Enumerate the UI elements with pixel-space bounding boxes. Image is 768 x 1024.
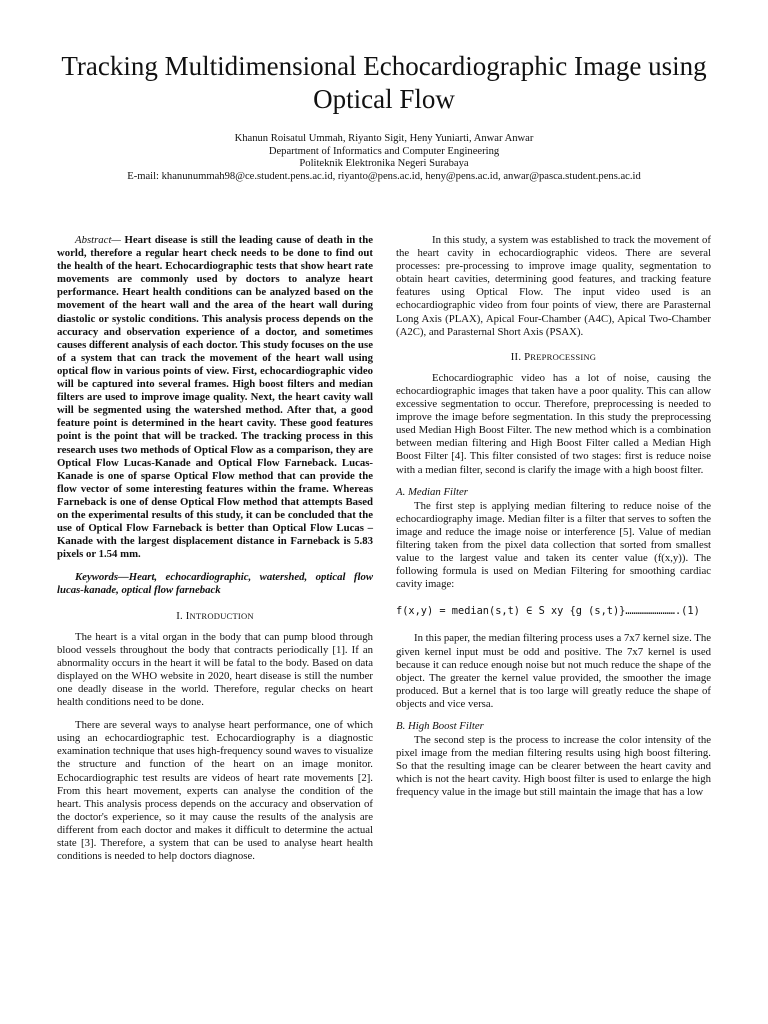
right-column — [396, 234, 711, 800]
email-line: E-mail: khanunummah98@ce.student.pens.ac.id, riyanto@pens.ac.id, heny@pens.ac.id, anwar@pasca.student.pens.ac.id — [127, 170, 641, 182]
high-boost-paragraph: The second step is the process to increase the color intensity of the pixel image from the median filtering results using high boost filtering. So that the resulting image can be clearer between the heart cavity and which is not the heart cavity. High boost filter is used to enlarge the high frequency value in the image but still maintain the image that has a low — [396, 734, 711, 799]
section-heading-introduction — [57, 610, 373, 623]
section-title-rest: REPROCESSING — [530, 351, 597, 362]
paper-title: Tracking Multidimensional Echocardiographic Image using Optical Flow — [61, 51, 707, 114]
kernel-paragraph: In this paper, the median filtering process uses a 7x7 kernel size. The given kernel input must be odd and positive. The 7x7 kernel is used because it can reduce enough noise but not much reduce the shape of the object. The greater the kernel value provided, the smoother the image produced. But a kernel that is too large will greatly reduce the shape of objects and vice versa. — [396, 632, 711, 710]
section-heading-preprocessing — [396, 351, 711, 364]
author-block — [40, 133, 728, 183]
section-title-first-letter: P — [524, 350, 531, 363]
department: Department of Informatics and Computer Engineering — [268, 145, 500, 157]
median-filter-paragraph: The first step is applying median filtering to reduce noise of the echocardiography image. Median filter is a filter that serves to soften the image and reduce the image noise or interference [5]. Value of median filtering taken from the pixel data collection that sorted from smallest value to the largest value and taken its center value (f(x,y)). The following formula is used on Median Filtering for smoothing cardiac cavity image: — [396, 499, 711, 591]
keywords: Keywords—Heart, echocardiographic, watershed, optical flow lucas-kanade, optical flow farneback — [57, 571, 373, 597]
body-paragraph-1: In this study, a system was established to track the movement of the heart cavity in echocardiographic videos. There are several processes: pre-processing to improve image quality, segmentation to obtain heart cavities, determining good features, and tracking feature features using Optical Flow. The input video used is an echocardiographic video from four points of view, there are Parasternal Long Axis (PLAX), Apical Four-Chamber (A4C), Apical Two-Chamber (A2C), and Parasternal Short Axis (PSAX). — [396, 234, 711, 338]
subsection-heading-median-filter: A. Median Filter — [396, 485, 468, 498]
subsection-heading-high-boost-filter: B. High Boost Filter — [396, 720, 484, 732]
section-number: II. — [510, 350, 522, 363]
section-number: I. — [176, 609, 183, 622]
section-title-rest: NTRODUCTION — [189, 610, 254, 621]
equation-leader-dots: ……………………. — [625, 605, 682, 618]
left-column — [57, 234, 373, 863]
section-title-first-letter: I — [185, 609, 190, 622]
preprocessing-paragraph: Echocardiographic video has a lot of noise, causing the echocardiographic images that taken have a poor quality. This can allow excessive segmentation to occur. Therefore, preprocessing is needed to improve the image before segmentation. In this study the preprocessing used Median High Boost Filter. The new method which is a combination between median filtering and High Boost Filter called a Median High Boost Filter [4]. This filter consisted of two stages: first is reduce noise with a median filter, second is clarify the image with a high boost filter. — [396, 371, 711, 476]
author-names: Khanun Roisatul Ummah, Riyanto Sigit, Heny Yuniarti, Anwar Anwar — [234, 133, 534, 144]
abstract-label: Abstract— — [75, 234, 121, 246]
intro-paragraph-2: There are several ways to analyse heart performance, one of which using an echocardiographic test. Echocardiography is a diagnostic examination technique that uses high-frequency sound waves to visualize the structure and function of the heart on an image monitor. Echocardiographic test results are videos of heart rate movements [2]. From this heart movement, experts can analyse the condition of the heart. This analysis process depends on the accuracy and observation of the doctor's experience, so it may cause the results of the analysis are different from each doctor and makes it difficult to determine the actual state [3]. Therefore, a system that can be used to analyse heart health conditions is needed to help doctors diagnose. — [57, 719, 373, 863]
intro-paragraph-1: The heart is a vital organ in the body that can pump blood through blood vessels throughout the body that contracts periodically [1]. If an abnormality occurs in the heart it will be fatal to the body. Based on data displayed on the WHO website in 2020, heart disease is still the number one deadly disease in the world. Therefore, regular checks on heart health conditions need to be done. — [57, 630, 373, 709]
equation-1 — [396, 605, 711, 618]
equation-expression: f(x,y) = median(s,t) ∈ S xy {g (s,t)} — [396, 605, 626, 618]
abstract — [57, 234, 373, 561]
abstract-text: Heart disease is still the leading cause of death in the world, therefore a regular heart check needs to be done to find out the health of the heart. Echocardiographic tests that show heart rate movements are commonly used by doctors to analyze heart performance. Heart health conditions can be analyzed based on the movement of the heart wall and the area of the heart wall during diastolic or systolic conditions. This analysis process depends on the accuracy and observation experience of a doctor, and sometimes causes different analysis of each doctor. This study focuses on the use of a system that can track the movement of the heart wall using optical flow in various points of view. First, echocardiographic video will be captured into several frames. High boost filters and median filters are used to improve image quality. Next, the heart cavity wall will be segmented using the watershed method. After that, a good feature point is determined in the heart cavity. These good features point is the point that will be tracked. The tracking process in this research uses two methods of Optical Flow as a comparison, they are Optical Flow Lucas-Kanade and Optical Flow Farneback. Lucas-Kanade is one of sparse Optical Flow method that can provide the flow vector of some interesting features within the frame. Whereas Farneback is one of dense Optical Flow method that attempts Based on the experimental results of this study, it can be concluded that the use of Optical Flow Farneback is better than Optical Flow Lucas – Kanade with the largest displacement distance in Farneback is 5.83 pixels or 1.54 mm. — [57, 234, 373, 561]
equation-number: (1) — [681, 605, 700, 618]
institution: Politeknik Elektronika Negeri Surabaya — [299, 158, 469, 170]
